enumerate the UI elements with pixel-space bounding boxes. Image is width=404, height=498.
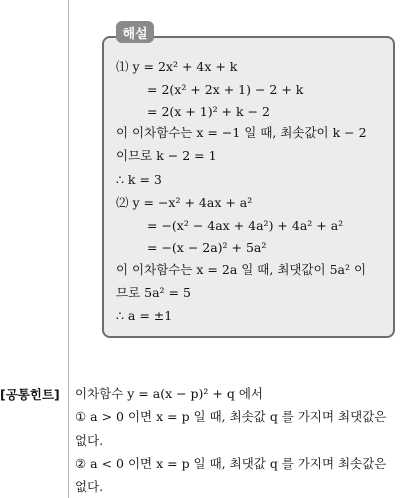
solution-line: = −(x² − 4ax + 4a²) + 4a² + a²	[147, 218, 344, 233]
solution-line: = −(x − 2a)² + 5a²	[147, 240, 267, 255]
margin-divider	[68, 0, 69, 498]
solution-line: 이므로 k − 2 = 1	[116, 148, 217, 163]
hint-line: 없다.	[75, 433, 104, 448]
solution-line: ∴ k = 3	[116, 172, 162, 187]
solution-line: 이 이차함수는 x = 2a 일 때, 최댓값이 5a² 이	[116, 262, 367, 277]
common-hint-label: [공통힌트]	[0, 387, 60, 402]
solution-line: = 2(x² + 2x + 1) − 2 + k	[147, 82, 304, 97]
hint-line: ② a < 0 이면 x = p 일 때, 최댓값 q 를 가지며 최솟값은	[75, 456, 387, 471]
solution-line: 이 이차함수는 x = −1 일 때, 최솟값이 k − 2	[116, 125, 367, 140]
solution-badge: 해설	[116, 21, 154, 43]
solution-line: ∴ a = ±1	[116, 308, 173, 323]
hint-line: 이차함수 y = a(x − p)² + q 에서	[75, 386, 263, 401]
solution-line: = 2(x + 1)² + k − 2	[147, 104, 270, 119]
solution-line: 므로 5a² = 5	[116, 285, 191, 300]
solution-line: ⑴ y = 2x² + 4x + k	[116, 59, 238, 74]
solution-line: ⑵ y = −x² + 4ax + a²	[116, 195, 253, 210]
hint-line: 없다.	[75, 479, 104, 494]
hint-line: ① a > 0 이면 x = p 일 때, 최솟값 q 를 가지며 최댓값은	[75, 409, 387, 424]
